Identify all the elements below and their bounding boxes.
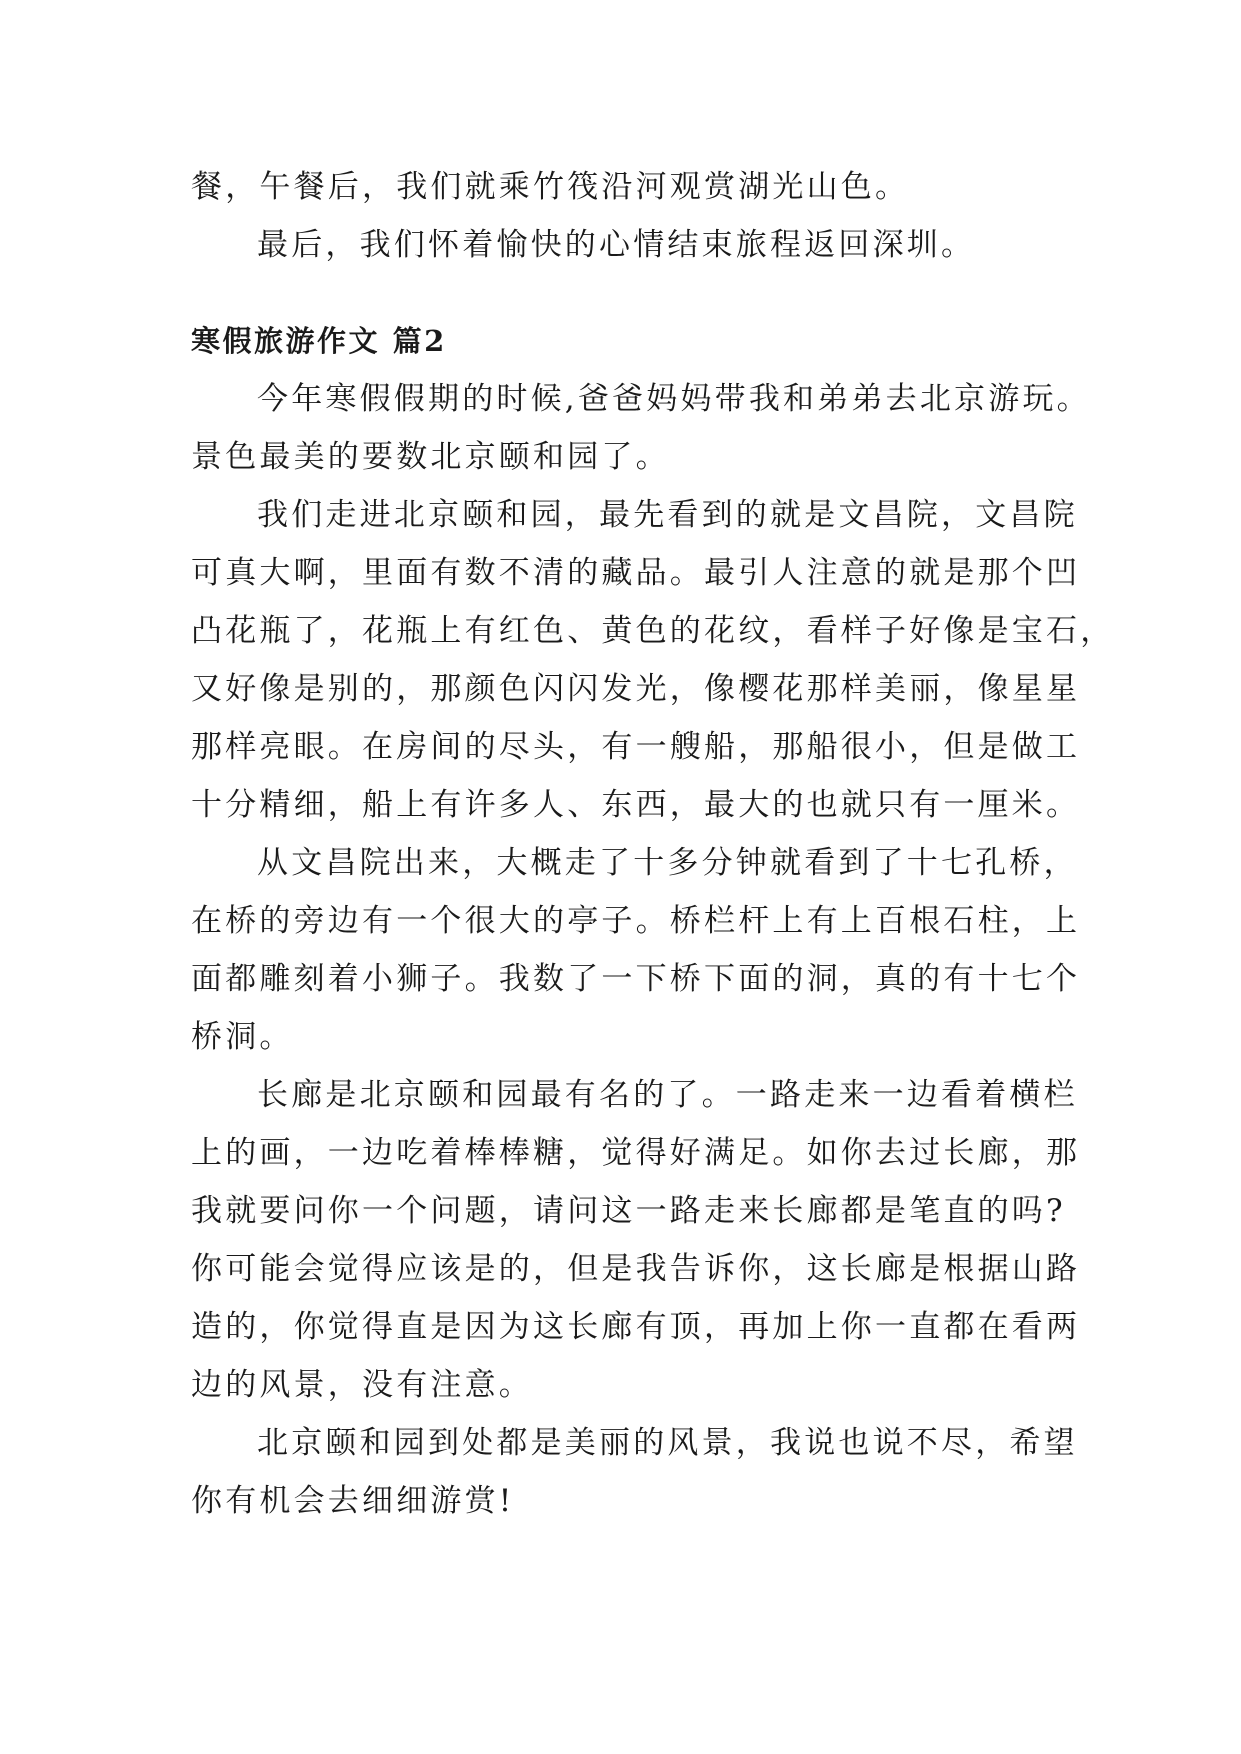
text-line: 你可能会觉得应该是的，但是我告诉你，这长廊是根据山路 (191, 1251, 1081, 1287)
paragraph-intro-2 (191, 216, 1091, 274)
text-line: 造的，你觉得直是因为这长廊有顶，再加上你一直都在看两 (191, 1309, 1081, 1345)
text-line: 从文昌院出来，大概走了十多分钟就看到了十七孔桥， (257, 845, 1078, 881)
paragraph-7 (191, 1414, 1091, 1530)
text-line: 长廊是北京颐和园最有名的了。一路走来一边看着横栏 (257, 1077, 1078, 1113)
document-body (191, 158, 1115, 1530)
text-line: 景色最美的要数北京颐和园了。 (191, 439, 670, 475)
text-line: 上的画，一边吃着棒棒糖，觉得好满足。如你去过长廊，那 (191, 1135, 1081, 1171)
paragraph-4 (191, 486, 1115, 834)
text-line: 我们走进北京颐和园，最先看到的就是文昌院，文昌院 (257, 497, 1078, 533)
paragraph-5 (191, 834, 1091, 1066)
paragraph-6 (191, 1066, 1091, 1414)
text-line: 凸花瓶了，花瓶上有红色、黄色的花纹，看样子好像是宝石， (191, 613, 1115, 649)
text-line: 最后，我们怀着愉快的心情结束旅程返回深圳。 (257, 227, 976, 263)
text-line: 你有机会去细细游赏! (191, 1483, 515, 1519)
section-title: 寒假旅游作文 篇2 (191, 324, 447, 358)
text-line: 我就要问你一个问题，请问这一路走来长廊都是笔直的吗? (191, 1193, 1066, 1229)
text-line: 面都雕刻着小狮子。我数了一下桥下面的洞，真的有十七个 (191, 961, 1081, 997)
text-line: 那样亮眼。在房间的尽头，有一艘船，那船很小，但是做工 (191, 729, 1081, 765)
paragraph-intro-1 (191, 158, 1091, 216)
text-line: 可真大啊，里面有数不清的藏品。最引人注意的就是那个凹 (191, 555, 1081, 591)
paragraph-3 (191, 370, 1091, 486)
text-line: 北京颐和园到处都是美丽的风景，我说也说不尽，希望 (257, 1425, 1078, 1461)
text-line: 在桥的旁边有一个很大的亭子。桥栏杆上有上百根石柱，上 (191, 903, 1081, 939)
text-line: 边的风景，没有注意。 (191, 1367, 533, 1403)
text-line: 桥洞。 (191, 1019, 294, 1055)
text-line: 十分精细，船上有许多人、东西，最大的也就只有一厘米。 (191, 787, 1081, 823)
text-line: 今年寒假假期的时候,爸爸妈妈带我和弟弟去北京游玩。 (257, 381, 1091, 417)
text-line: 餐，午餐后，我们就乘竹筏沿河观赏湖光山色。 (191, 169, 910, 205)
text-line: 又好像是别的，那颜色闪闪发光，像樱花那样美丽，像星星 (191, 671, 1081, 707)
